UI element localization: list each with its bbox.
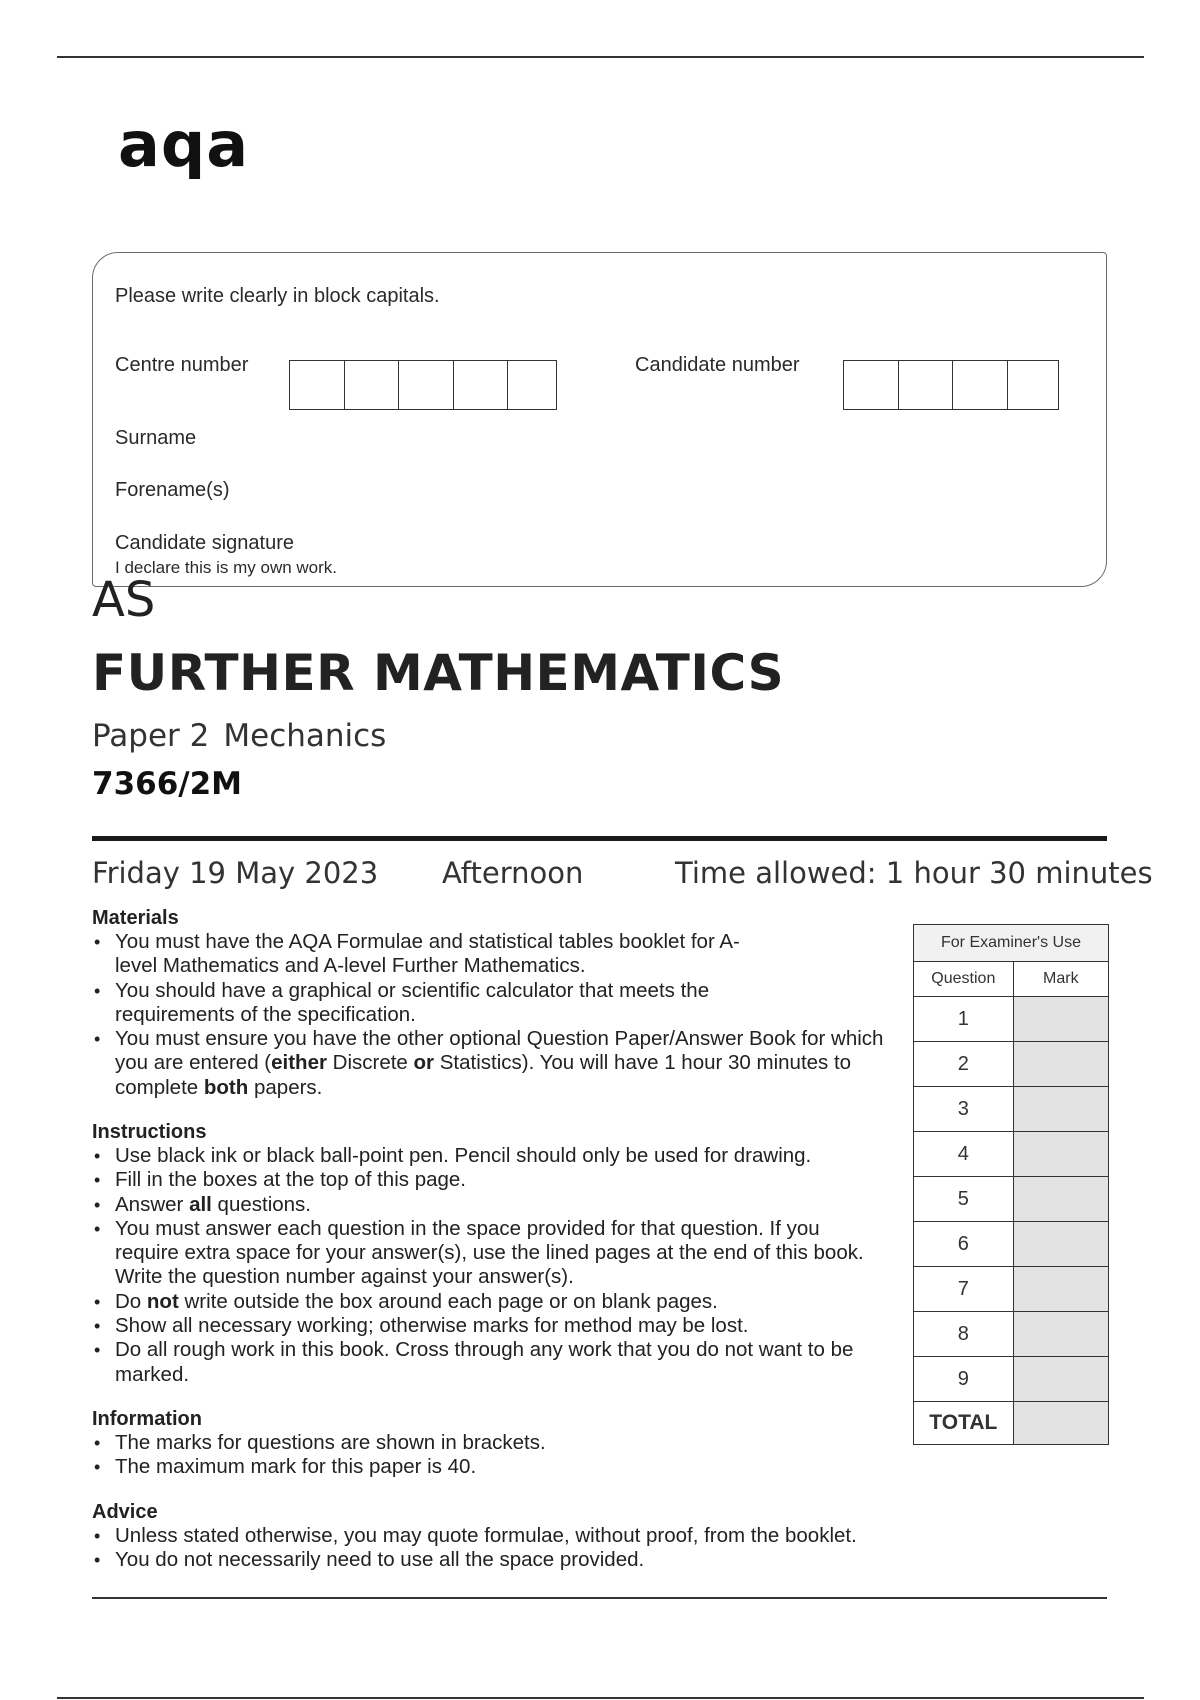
list-item: • You must answer each question in the space provided for that question. If you require extra space for your answer(s), use the lined pages at the end of this book. Write the question number against your answer(s). — [92, 1217, 885, 1290]
question-number: 6 — [914, 1222, 1014, 1267]
surname-label: Surname — [115, 427, 197, 449]
mark-cell — [1013, 1312, 1108, 1357]
examiner-table-heading: For Examiner's Use — [914, 925, 1109, 962]
question-number: 3 — [914, 1087, 1014, 1132]
total-label: TOTAL — [914, 1402, 1014, 1445]
text: Discrete — [326, 1051, 414, 1075]
paper-title — [92, 718, 386, 754]
mark-cell — [1013, 997, 1108, 1042]
table-row — [914, 1222, 1109, 1267]
bottom-rule — [57, 1697, 1144, 1699]
examiner-marks-table — [913, 924, 1109, 1445]
list-item: • Show all necessary working; otherwise marks for method may be lost. — [92, 1314, 942, 1338]
top-rule — [57, 56, 1144, 58]
qualification-level: AS — [92, 572, 156, 628]
information-section — [92, 1407, 942, 1480]
own-work-declaration: I declare this is my own work. — [115, 558, 338, 577]
mark-column-header: Mark — [1013, 962, 1108, 997]
question-number: 9 — [914, 1357, 1014, 1402]
mark-cell — [1013, 1042, 1108, 1087]
mark-cell — [1013, 1177, 1108, 1222]
centre-number-label: Centre number — [115, 354, 249, 376]
block-capitals-instruction: Please write clearly in block capitals. — [115, 285, 440, 307]
subject-title: FURTHER MATHEMATICS — [92, 644, 785, 702]
list-item: • You should have a graphical or scientific calculator that meets the requirements of the specification. — [92, 979, 775, 1028]
forenames-label: Forename(s) — [115, 479, 230, 501]
list-item: • You must have the AQA Formulae and statistical tables booklet for A-level Mathematics and A-level Further Mathematics. — [92, 930, 775, 979]
emphasis: either — [271, 1051, 327, 1075]
list-item: • The marks for questions are shown in brackets. — [92, 1431, 942, 1455]
text: papers. — [248, 1075, 323, 1099]
title-divider — [92, 836, 1107, 841]
table-row — [914, 1312, 1109, 1357]
candidate-number-label: Candidate number — [635, 354, 800, 376]
centre-number-digit[interactable] — [398, 360, 454, 410]
footer-divider — [92, 1597, 1107, 1599]
exam-session: Afternoon — [442, 856, 584, 890]
list-item: • Do all rough work in this book. Cross through any work that you do not want to be marked. — [92, 1338, 895, 1387]
mark-cell — [1013, 1087, 1108, 1132]
text: Answer — [115, 1192, 190, 1216]
list-item: • Fill in the boxes at the top of this page. — [92, 1168, 942, 1192]
list-item: • You do not necessarily need to use all the space provided. — [92, 1548, 1032, 1572]
question-number: 4 — [914, 1132, 1014, 1177]
text: questions. — [211, 1192, 312, 1216]
information-heading: Information — [92, 1408, 202, 1430]
materials-heading: Materials — [92, 907, 179, 929]
paper-code: 7366/2M — [92, 766, 243, 802]
question-number: 2 — [914, 1042, 1014, 1087]
aqa-logo: aqa — [118, 108, 250, 181]
question-number: 8 — [914, 1312, 1014, 1357]
question-column-header: Question — [914, 962, 1014, 997]
emphasis: or — [413, 1051, 435, 1075]
list-item: • Use black ink or black ball-point pen. Pencil should only be used for drawing. — [92, 1144, 942, 1168]
text: write outside the box around each page or on blank pages. — [178, 1289, 718, 1313]
candidate-number-digit[interactable] — [1007, 360, 1059, 410]
instructions-section — [92, 1120, 942, 1387]
centre-number-digit[interactable] — [453, 360, 509, 410]
centre-number-digit[interactable] — [344, 360, 400, 410]
mark-cell — [1013, 1267, 1108, 1312]
emphasis: all — [189, 1192, 212, 1216]
mark-cell — [1013, 1132, 1108, 1177]
materials-section — [92, 906, 942, 1100]
text: You must ensure you have the other optional Question Paper/Answer Book for which you are entered ( — [115, 1027, 884, 1075]
emphasis: not — [146, 1289, 179, 1313]
table-row — [914, 1132, 1109, 1177]
emphasis: both — [203, 1075, 249, 1099]
instructions-heading: Instructions — [92, 1121, 207, 1143]
time-allowed: Time allowed: 1 hour 30 minutes — [675, 856, 1153, 890]
text: Do — [115, 1289, 147, 1313]
mark-cell — [1013, 1357, 1108, 1402]
question-number: 1 — [914, 997, 1014, 1042]
list-item — [92, 1193, 942, 1217]
question-number: 5 — [914, 1177, 1014, 1222]
centre-number-boxes[interactable] — [289, 360, 557, 410]
candidate-number-boxes[interactable] — [843, 360, 1059, 410]
centre-number-digit[interactable] — [507, 360, 557, 410]
list-item: • The maximum mark for this paper is 40. — [92, 1455, 942, 1479]
candidate-number-digit[interactable] — [952, 360, 1008, 410]
table-row — [914, 1087, 1109, 1132]
list-item — [92, 1027, 895, 1100]
table-row — [914, 997, 1109, 1042]
advice-section — [92, 1500, 1032, 1573]
list-item — [92, 1290, 942, 1314]
table-row — [914, 1402, 1109, 1445]
centre-number-digit[interactable] — [289, 360, 345, 410]
mark-cell — [1013, 1222, 1108, 1267]
paper-topic: Mechanics — [223, 718, 387, 754]
text: Statistics). You will have 1 hour 30 minutes to complete — [115, 1051, 852, 1099]
table-row — [914, 1177, 1109, 1222]
table-row — [914, 1042, 1109, 1087]
paper-number: Paper 2 — [92, 718, 210, 754]
table-row — [914, 1267, 1109, 1312]
candidate-number-digit[interactable] — [843, 360, 899, 410]
list-item: • Unless stated otherwise, you may quote formulae, without proof, from the booklet. — [92, 1524, 1032, 1548]
signature-label: Candidate signature — [115, 532, 295, 554]
candidate-number-digit[interactable] — [898, 360, 954, 410]
total-mark-cell — [1013, 1402, 1108, 1445]
table-row — [914, 1357, 1109, 1402]
advice-heading: Advice — [92, 1501, 158, 1523]
candidate-details-box — [92, 252, 1107, 587]
question-number: 7 — [914, 1267, 1014, 1312]
exam-date: Friday 19 May 2023 — [92, 856, 379, 890]
